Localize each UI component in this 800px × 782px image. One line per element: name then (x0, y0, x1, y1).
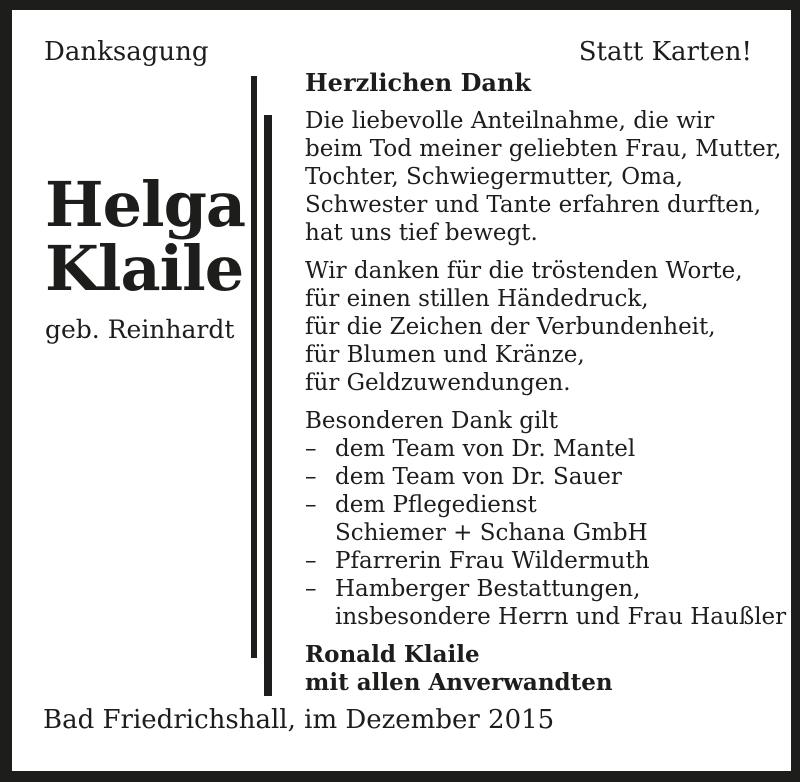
special-thanks-intro: Besonderen Dank gilt (305, 408, 558, 434)
thanks-item-text: dem Team von Dr. Mantel (335, 436, 636, 462)
notice-body (305, 69, 791, 697)
thanks-item-text: Hamberger Bestattungen, (335, 576, 641, 602)
paragraph-line: beim Tod meiner geliebten Frau, Mutter, (305, 136, 782, 162)
maiden-name: geb. Reinhardt (45, 315, 235, 344)
notice-type-label: Danksagung (44, 37, 209, 67)
list-dash: – (305, 492, 317, 518)
paragraph-line: für Geldzuwendungen. (305, 370, 571, 396)
thanks-item-text: insbesondere Herrn und Frau Haußler (335, 604, 787, 630)
paragraph-condolences (305, 107, 791, 247)
list-dash: – (305, 464, 317, 490)
body-heading: Herzlichen Dank (305, 68, 532, 97)
thanks-list-item (305, 575, 791, 631)
paragraph-line: für einen stillen Händedruck, (305, 286, 649, 312)
vertical-rule-outer (251, 76, 257, 658)
thanks-list-item (305, 435, 791, 463)
paragraph-line: Schwester und Tante erfahren durften, (305, 192, 762, 218)
paragraph-line: Die liebevolle Anteilnahme, die wir (305, 108, 715, 134)
deceased-first-name: Helga (45, 168, 246, 241)
list-dash: – (305, 436, 317, 462)
deceased-name (45, 168, 246, 305)
thanks-item-text: Pfarrerin Frau Wildermuth (335, 548, 650, 574)
deceased-last-name: Klaile (45, 232, 244, 305)
signature-block (305, 641, 791, 697)
thanks-list-item (305, 547, 791, 575)
paragraph-line: für die Zeichen der Verbundenheit, (305, 314, 716, 340)
special-thanks-block (305, 407, 791, 631)
signature-relatives: mit allen Anverwandten (305, 669, 613, 696)
signature-name: Ronald Klaile (305, 641, 480, 668)
paragraph-line: Tochter, Schwiegermutter, Oma, (305, 164, 683, 190)
vertical-rule-inner (264, 115, 272, 696)
thanks-list-item (305, 463, 791, 491)
thanks-list-item (305, 491, 791, 547)
paragraph-thanks-general (305, 257, 791, 397)
thanks-item-text: Schiemer + Schana GmbH (335, 520, 648, 546)
paragraph-line: hat uns tief bewegt. (305, 220, 538, 246)
thanks-item-text: dem Team von Dr. Sauer (335, 464, 622, 490)
list-dash: – (305, 576, 317, 602)
paragraph-line: Wir danken für die tröstenden Worte, (305, 258, 743, 284)
place-and-date: Bad Friedrichshall, im Dezember 2015 (43, 705, 555, 735)
paragraph-line: für Blumen und Kränze, (305, 342, 585, 368)
statt-karten-label: Statt Karten! (578, 37, 752, 67)
thanks-item-text: dem Pflegedienst (335, 492, 537, 518)
list-dash: – (305, 548, 317, 574)
